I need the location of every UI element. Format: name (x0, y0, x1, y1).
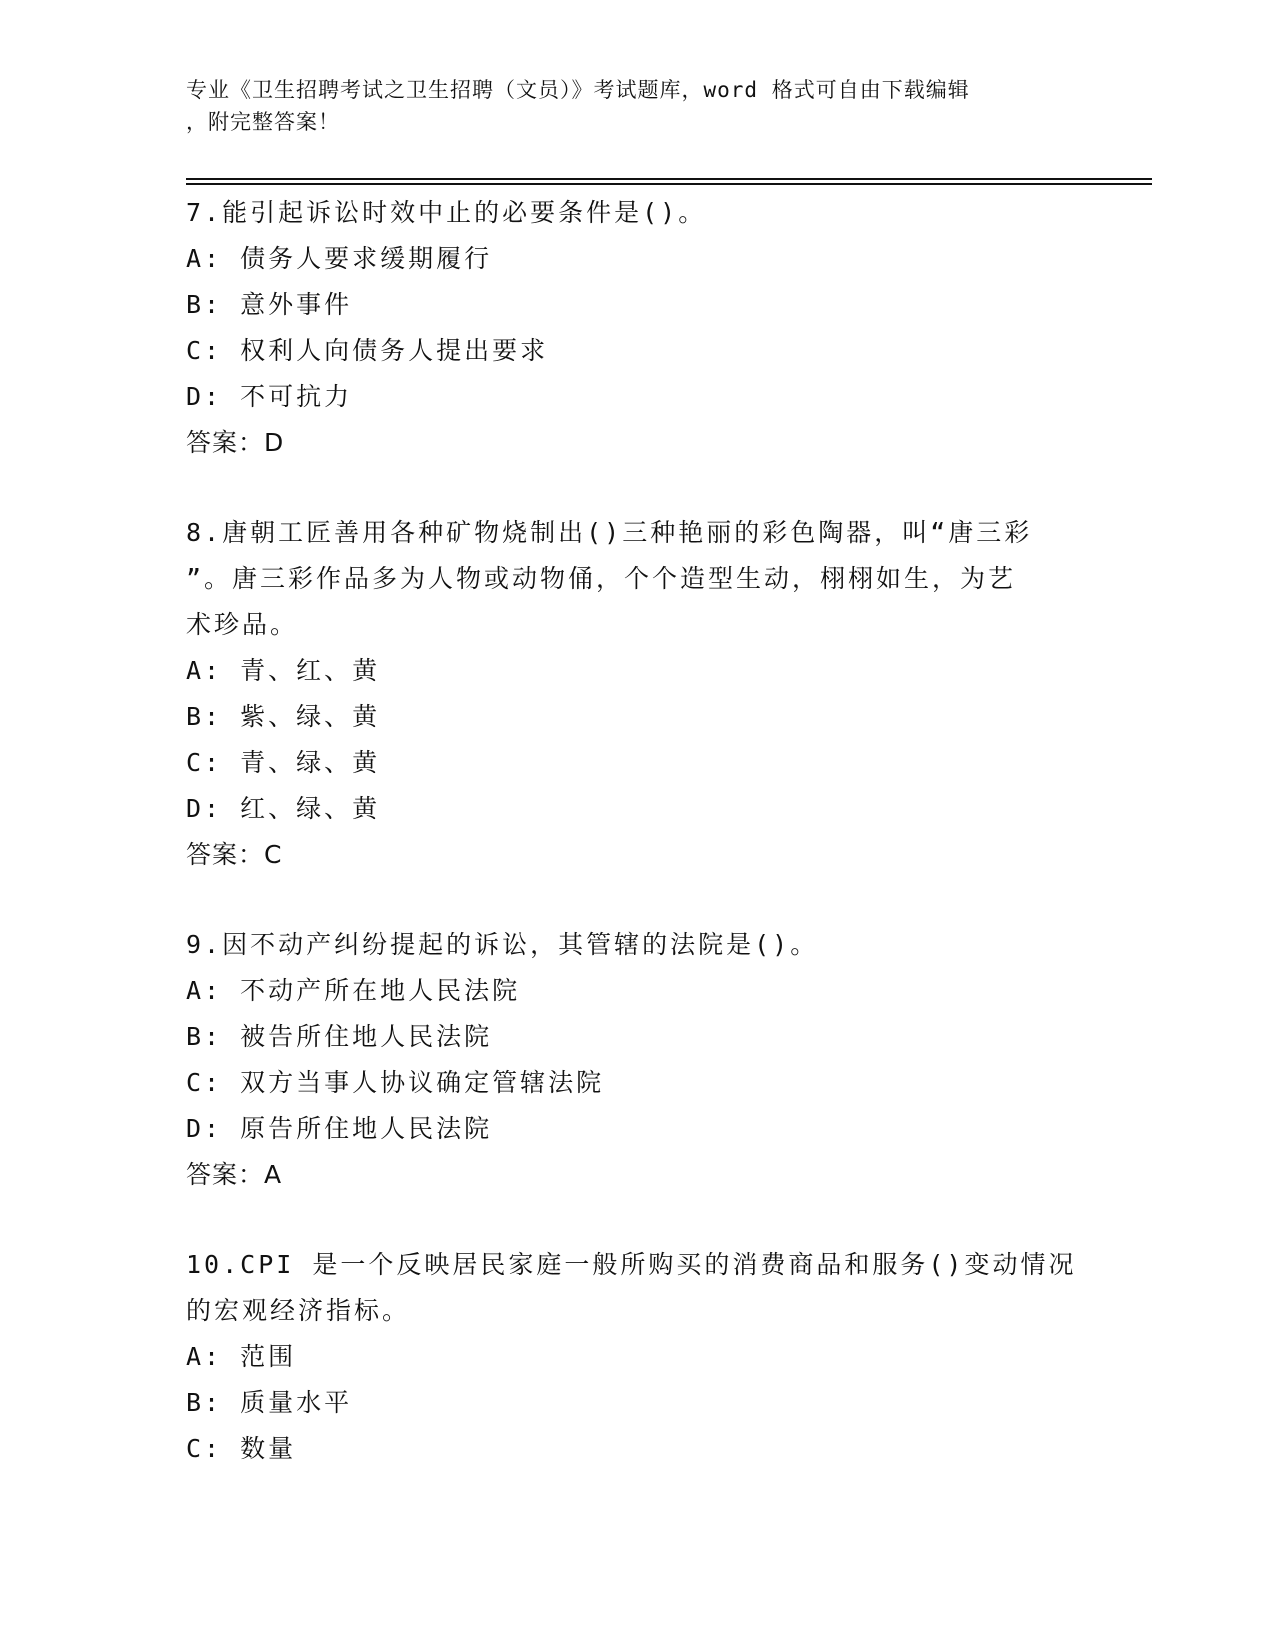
question-text: 术珍品。 (186, 610, 299, 639)
option-b: B: 质量水平 (186, 1388, 353, 1417)
answer-key: 答案：C (186, 840, 283, 869)
option-b: B: 紫、绿、黄 (186, 702, 381, 731)
option-a: A: 青、红、黄 (186, 656, 381, 685)
header-line-1: 专业《卫生招聘考试之卫生招聘（文员）》考试题库，word 格式可自由下载编辑 (186, 78, 970, 102)
question-8 (186, 510, 1066, 878)
question-text: ”。唐三彩作品多为人物或动物俑，个个造型生动，栩栩如生，为艺 (186, 564, 1017, 593)
question-text: 10.CPI 是一个反映居民家庭一般所购买的消费商品和服务()变动情况 (186, 1250, 1077, 1279)
answer-key: 答案：D (186, 428, 285, 457)
option-d: D: 原告所住地人民法院 (186, 1114, 493, 1143)
question-text: 9.因不动产纠纷提起的诉讼，其管辖的法院是()。 (186, 930, 819, 959)
answer-key: 答案：A (186, 1160, 283, 1189)
option-a: A: 范围 (186, 1342, 297, 1371)
question-text: 7.能引起诉讼时效中止的必要条件是()。 (186, 198, 707, 227)
option-d: D: 不可抗力 (186, 382, 353, 411)
header-divider (186, 178, 1152, 180)
option-b: B: 被告所住地人民法院 (186, 1022, 493, 1051)
option-c: C: 双方当事人协议确定管辖法院 (186, 1068, 605, 1097)
document-header (186, 74, 1076, 138)
question-7 (186, 190, 1066, 466)
option-d: D: 红、绿、黄 (186, 794, 381, 823)
question-9 (186, 922, 1066, 1198)
option-c: C: 数量 (186, 1434, 297, 1463)
option-c: C: 青、绿、黄 (186, 748, 381, 777)
option-c: C: 权利人向债务人提出要求 (186, 336, 549, 365)
option-a: A: 债务人要求缓期履行 (186, 244, 493, 273)
question-text: 8.唐朝工匠善用各种矿物烧制出()三种艳丽的彩色陶器，叫“唐三彩 (186, 518, 1033, 547)
question-text: 的宏观经济指标。 (186, 1296, 411, 1325)
option-a: A: 不动产所在地人民法院 (186, 976, 521, 1005)
question-10 (186, 1242, 1077, 1472)
header-line-2: ，附完整答案！ (186, 110, 340, 134)
question-list (186, 190, 1077, 1516)
option-b: B: 意外事件 (186, 290, 353, 319)
header-divider (186, 183, 1152, 185)
